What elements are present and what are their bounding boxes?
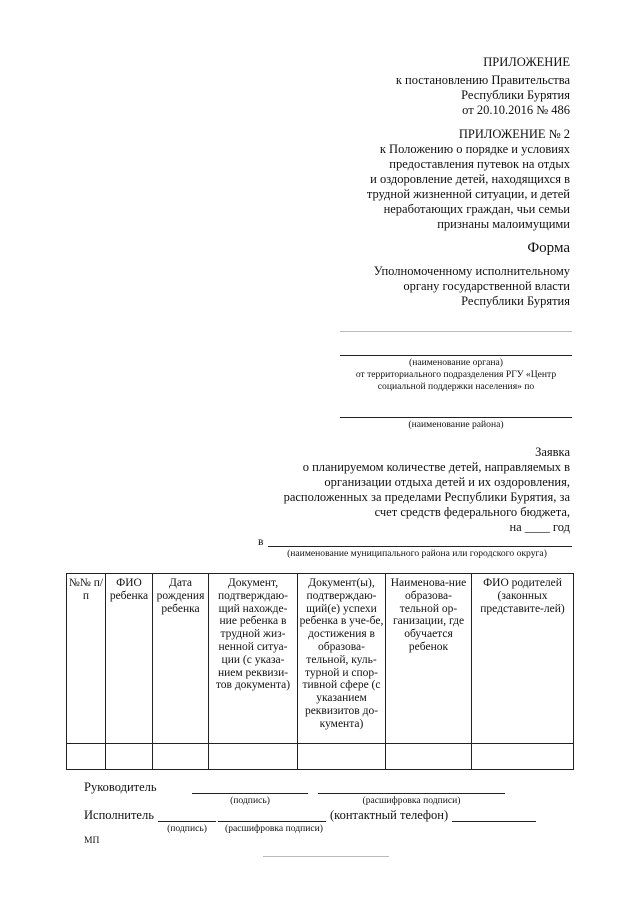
column-header-achievement-documents: Документ(ы), подтверждаю-щий(е) успехи ребенка в уче-бе, достижения в образова-тельной, куль-турной и спор-тивной сфере (с указанием реквизитов до-кумента) [298, 574, 386, 744]
organ-blank-line [340, 355, 572, 356]
table-cell[interactable] [209, 744, 298, 770]
decree-line-1: к постановлению Правительства [395, 73, 570, 87]
branch-line-1: от территориального подразделения РГУ «Центр [355, 369, 557, 380]
form-label: Форма [527, 240, 570, 256]
request-line-1: о планируемом количестве детей, направляемых в [302, 460, 570, 474]
regulation-line-6: признаны малоимущими [437, 217, 570, 231]
head-signature-caption: (подпись) [230, 795, 270, 806]
executor-label: Исполнитель [84, 808, 154, 822]
district-caption: (наименование района) [408, 419, 504, 430]
branch-line-2: социальной поддержки населения» по [377, 381, 535, 392]
executor-decoding-line [218, 821, 326, 822]
phone-label: (контактный телефон) [330, 808, 449, 822]
request-title: Заявка [535, 445, 570, 459]
addressee-line-3: Республики Бурятия [461, 294, 570, 308]
regulation-line-1: к Положению о порядке и условиях [379, 142, 570, 156]
request-year-line: на ____ год [509, 520, 570, 534]
bottom-divider [263, 856, 389, 857]
column-header-child-name: ФИО ребенка [106, 574, 153, 744]
v-prefix: в [258, 536, 264, 548]
district-blank-line [340, 417, 572, 418]
table-row [67, 744, 574, 770]
stamp-label: МП [84, 835, 100, 846]
executor-decoding-caption: (расшифровка подписи) [225, 823, 323, 834]
table-cell[interactable] [386, 744, 472, 770]
request-line-4: счет средств федерального бюджета, [374, 505, 570, 519]
children-table [66, 573, 574, 770]
table-cell[interactable] [67, 744, 106, 770]
appendix2-title: ПРИЛОЖЕНИЕ № 2 [458, 127, 570, 141]
request-line-3: расположенных за пределами Республики Бурятия, за [283, 490, 570, 504]
table-cell[interactable] [472, 744, 574, 770]
regulation-line-5: неработающих граждан, чьи семьи [383, 202, 570, 216]
request-line-2: организации отдыха детей и их оздоровления, [324, 475, 570, 489]
head-decoding-caption: (расшифровка подписи) [362, 795, 461, 806]
table-cell[interactable] [298, 744, 386, 770]
column-header-school: Наименова-ние образова-тельной ор-ганизации, где обучается ребенок [386, 574, 472, 744]
organ-caption: (наименование органа) [409, 357, 503, 368]
executor-signature-caption: (подпись) [167, 823, 207, 834]
head-signature-line [192, 793, 308, 794]
head-label: Руководитель [84, 780, 157, 794]
appendix-title: ПРИЛОЖЕНИЕ [483, 55, 570, 69]
column-header-hardship-document: Документ, подтверждаю-щий нахожде-ние ребенка в трудной жиз-ненной ситуа-ции (с указа-нием реквизи-тов документа) [209, 574, 298, 744]
column-header-parents: ФИО родителей (законных представите-лей) [472, 574, 574, 744]
municipality-caption: (наименование муниципального района или городского округа) [287, 548, 547, 559]
regulation-line-2: предоставления путевок на отдых [389, 157, 570, 171]
addressee-line-1: Уполномоченному исполнительному [373, 264, 570, 278]
column-header-birth-date: Дата рождения ребенка [153, 574, 209, 744]
table-header-row [67, 574, 574, 744]
regulation-line-3: и оздоровление детей, находящихся в [370, 172, 570, 186]
column-header-number: №№ п/п [67, 574, 106, 744]
decree-line-2: Республики Бурятия [461, 88, 570, 102]
decree-line-3: от 20.10.2016 № 486 [462, 103, 570, 117]
phone-line [452, 821, 536, 822]
organ-blank-line-faint [340, 331, 572, 332]
table-cell[interactable] [106, 744, 153, 770]
municipality-blank-line [268, 546, 572, 547]
table-cell[interactable] [153, 744, 209, 770]
head-decoding-line [318, 793, 505, 794]
addressee-line-2: органу государственной власти [403, 279, 570, 293]
regulation-line-4: трудной жизненной ситуации, и детей [366, 187, 570, 201]
executor-signature-line [158, 821, 216, 822]
